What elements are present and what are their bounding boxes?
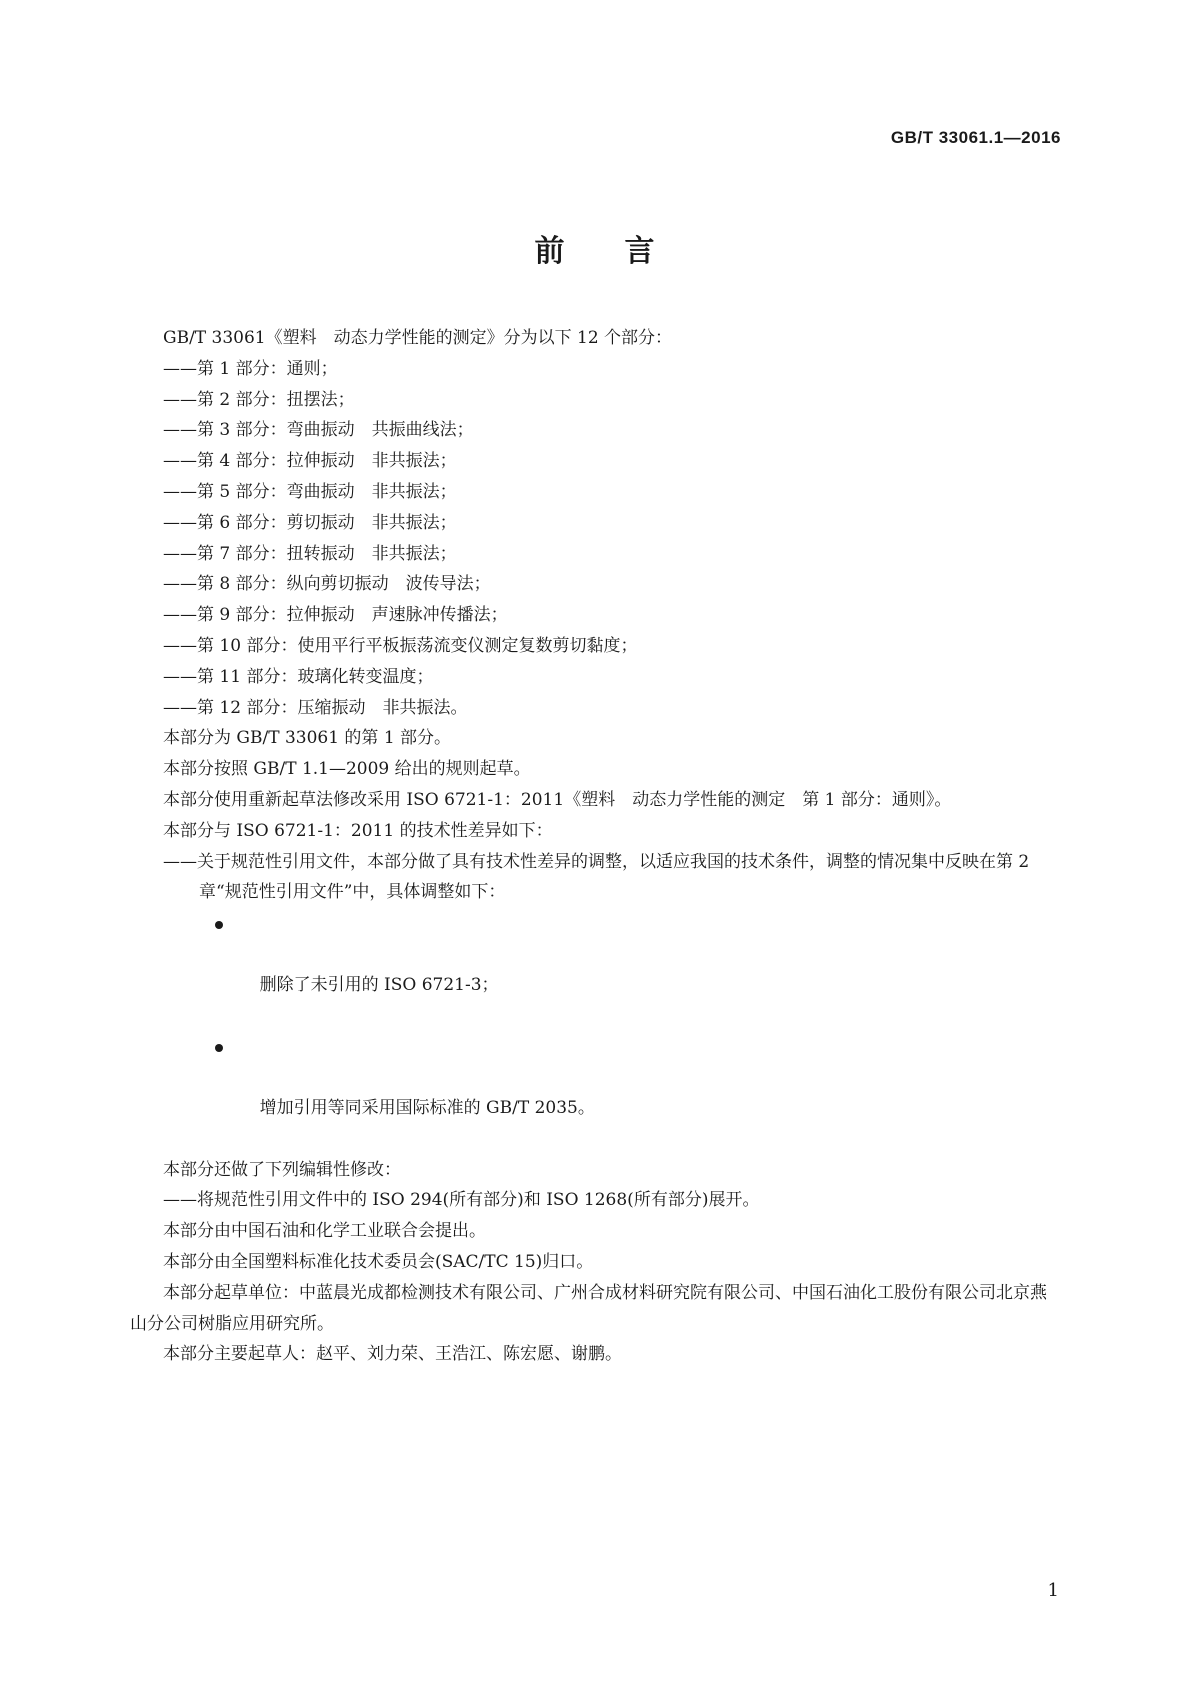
intro-paragraph: GB/T 33061《塑料 动态力学性能的测定》分为以下 12 个部分：: [163, 328, 673, 348]
standard-number: GB/T 33061.1—2016: [890, 128, 1061, 147]
bullet-dot-icon: [215, 921, 223, 929]
bullet-text: 增加引用等同采用国际标准的 GB/T 2035。: [259, 1097, 595, 1118]
bullet-dot-icon: [215, 1044, 223, 1052]
page-title: [0, 226, 1191, 270]
part-list-item: ——第 10 部分：使用平行平板振荡流变仪测定复数剪切黏度；: [163, 635, 638, 656]
part-list-item: ——第 11 部分：玻璃化转变温度；: [163, 666, 434, 687]
part-list-item: ——第 9 部分：拉伸振动 声速脉冲传播法；: [163, 605, 508, 626]
title-char-2: 言: [624, 234, 657, 269]
bullet-item: [130, 1031, 1062, 1154]
centralized-by-paragraph: 本部分由全国塑料标准化技术委员会(SAC/TC 15)归口。: [163, 1251, 594, 1272]
bullet-item: [130, 908, 1062, 1031]
proposed-by-paragraph: 本部分由中国石油和化学工业联合会提出。: [163, 1221, 486, 1242]
differences-paragraph: 本部分与 ISO 6721-1：2011 的技术性差异如下：: [163, 820, 553, 841]
drafting-rules-paragraph: 本部分按照 GB/T 1.1—2009 给出的规则起草。: [163, 759, 531, 780]
editorial-item: ——将规范性引用文件中的 ISO 294(所有部分)和 ISO 1268(所有部分)展开。: [163, 1190, 760, 1211]
part-list-item: ——第 2 部分：扭摆法；: [163, 389, 355, 410]
part-list-item: ——第 1 部分：通则；: [163, 358, 338, 379]
part-list-item: ——第 7 部分：扭转振动 非共振法；: [163, 543, 457, 564]
part-of-paragraph: 本部分为 GB/T 33061 的第 1 部分。: [163, 728, 452, 749]
page-number: 1: [1047, 1580, 1059, 1601]
adoption-paragraph: 本部分使用重新起草法修改采用 ISO 6721-1：2011《塑料 动态力学性能的测定 第 1 部分：通则》。: [163, 789, 952, 810]
part-list-item: ——第 3 部分：弯曲振动 共振曲线法；: [163, 420, 474, 441]
part-list-item: ——第 8 部分：纵向剪切振动 波传导法；: [163, 574, 491, 595]
bullet-text: 删除了未引用的 ISO 6721-3；: [259, 974, 499, 995]
drafters-paragraph: 本部分主要起草人：赵平、刘力荣、王浩江、陈宏愿、谢鹏。: [163, 1344, 622, 1365]
part-list-item: ——第 4 部分：拉伸振动 非共振法；: [163, 451, 457, 472]
part-list-item: ——第 5 部分：弯曲振动 非共振法；: [163, 481, 457, 502]
part-list-item: ——第 6 部分：剪切振动 非共振法；: [163, 512, 457, 533]
difference-item: ——关于规范性引用文件，本部分做了具有技术性差异的调整，以适应我国的技术条件，调整的情况集中反映在第 2 章“规范性引用文件”中，具体调整如下：: [163, 851, 1035, 903]
part-list-item: ——第 12 部分：压缩振动 非共振法。: [163, 697, 468, 718]
editorial-paragraph: 本部分还做了下列编辑性修改：: [163, 1159, 401, 1180]
foreword-body: [130, 323, 1062, 1370]
title-char-1: 前: [534, 234, 567, 269]
drafting-units-paragraph: 本部分起草单位：中蓝晨光成都检测技术有限公司、广州合成材料研究院有限公司、中国石油化工股份有限公司北京燕山分公司树脂应用研究所。: [130, 1282, 1047, 1334]
